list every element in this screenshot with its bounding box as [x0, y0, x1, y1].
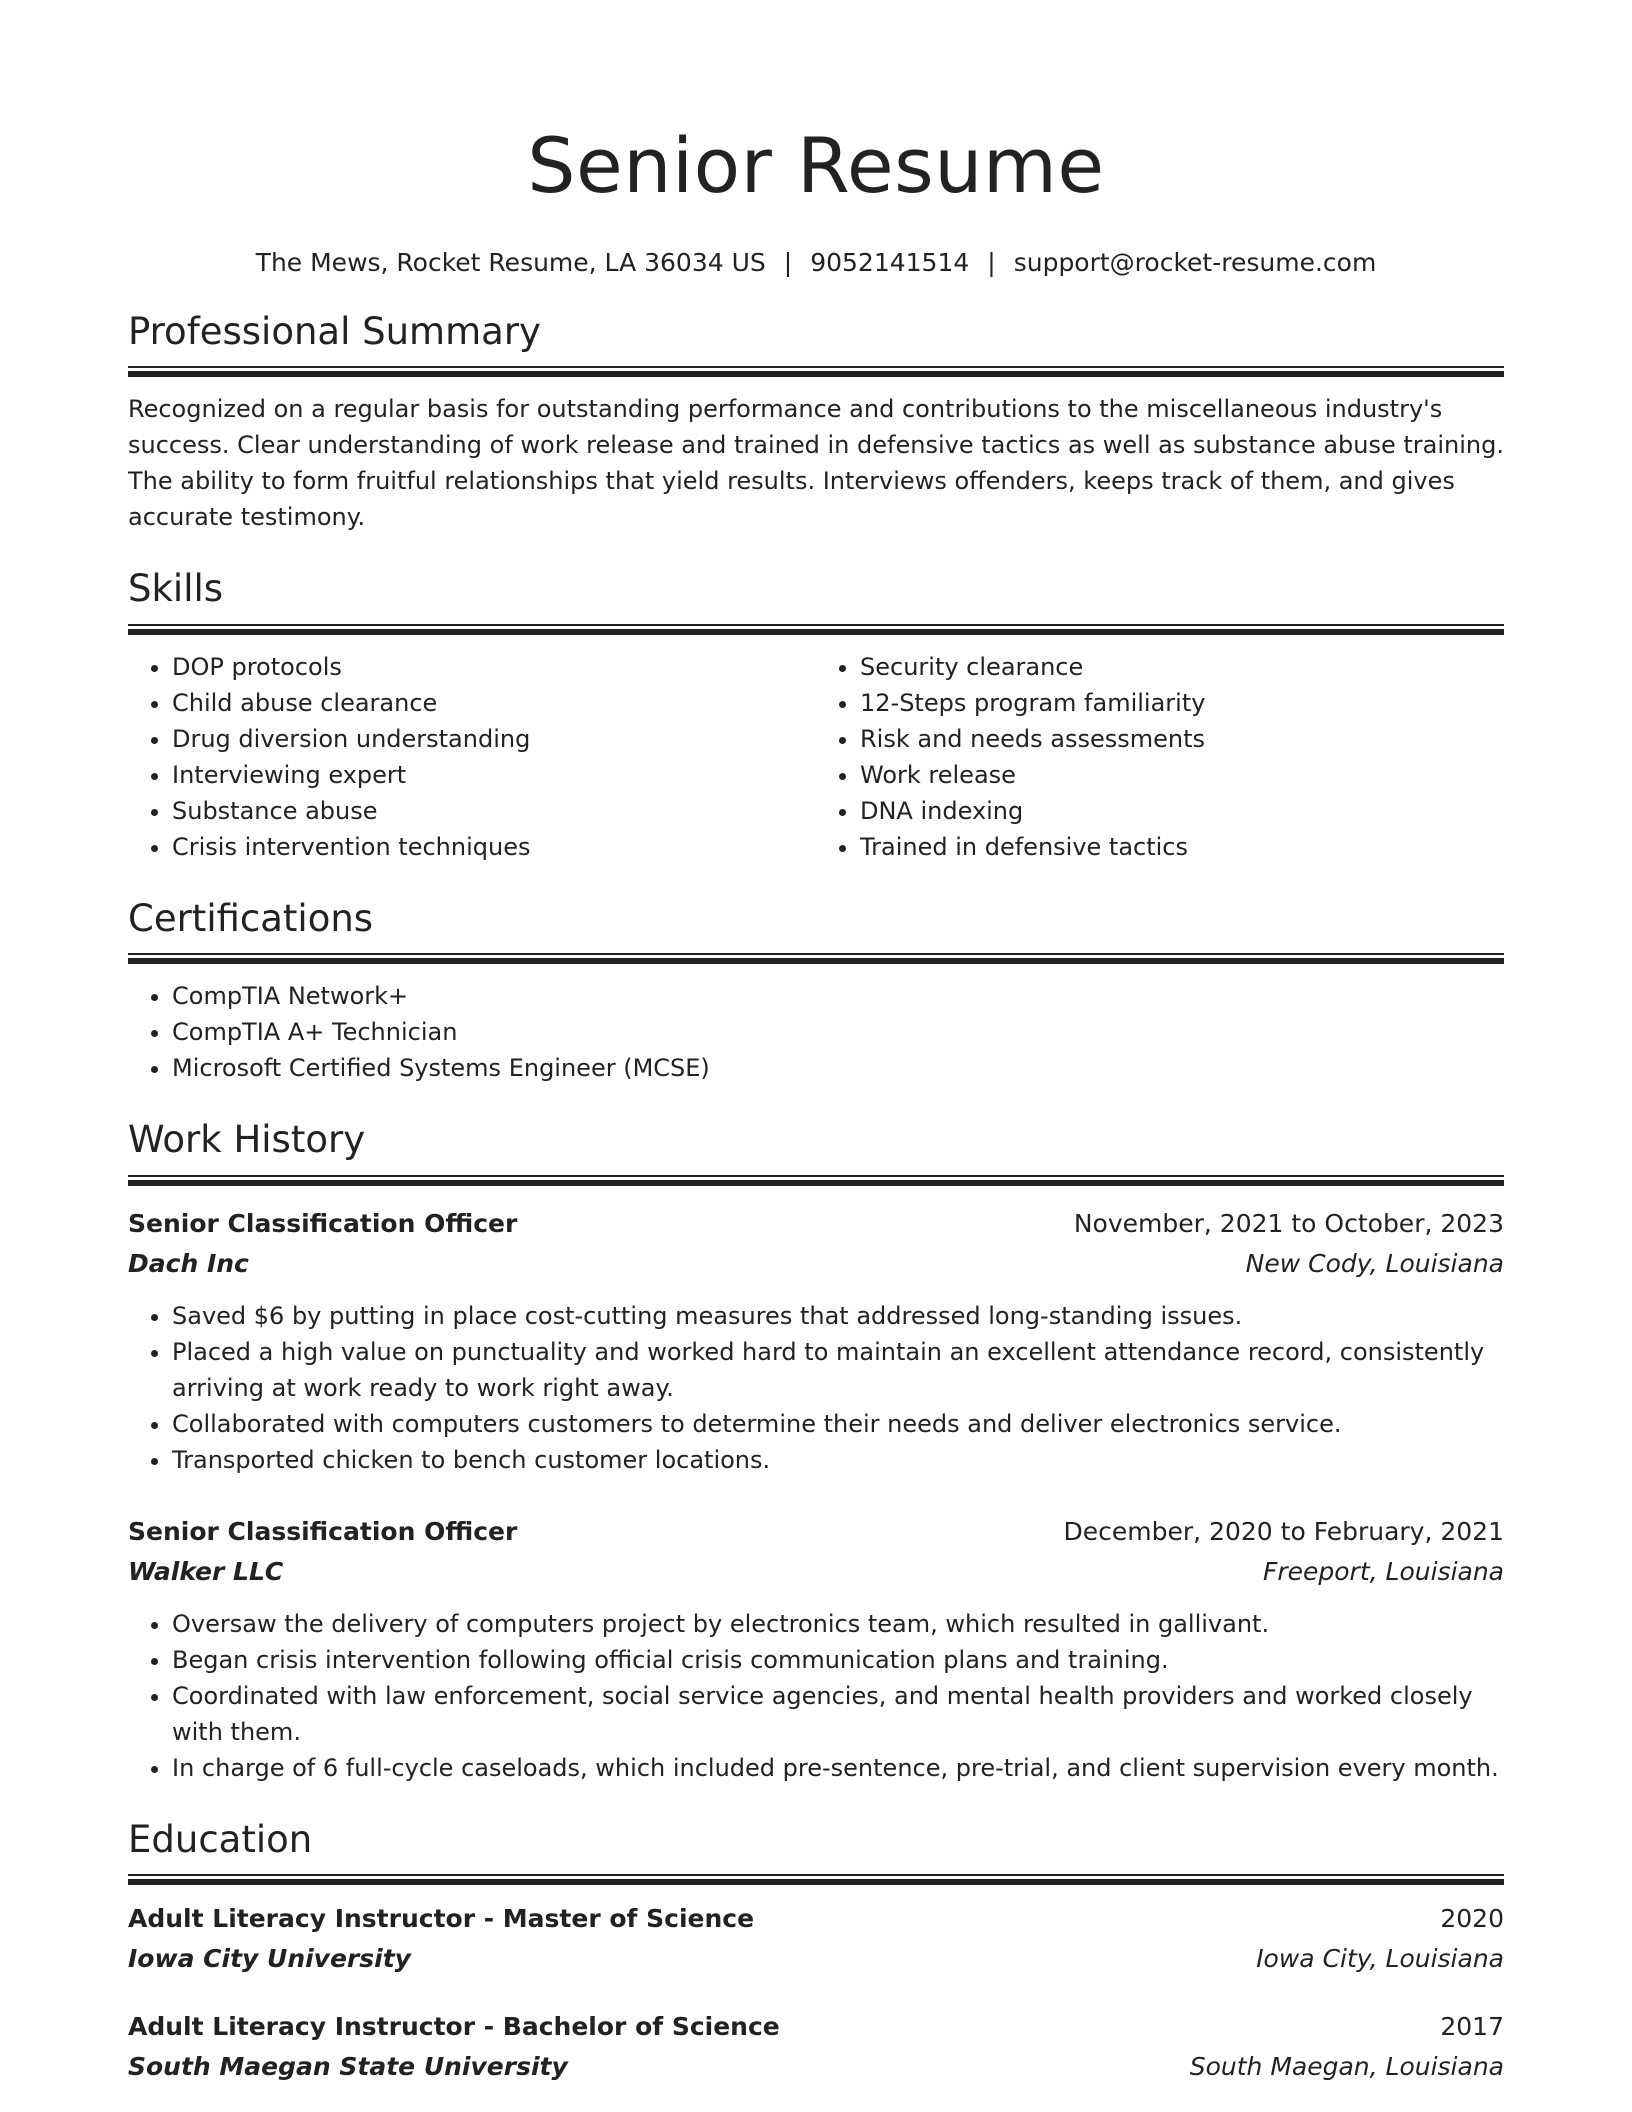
- section-divider: [128, 1874, 1504, 1885]
- skill-item: • Drug diversion understanding: [172, 721, 816, 757]
- education-degree: Adult Literacy Instructor - Master of Science: [128, 1903, 755, 1933]
- work-history-section: [128, 1118, 1504, 1785]
- job-dates: November, 2021 to October, 2023: [1073, 1208, 1504, 1238]
- job-bullet: • Placed a high value on punctuality and worked hard to maintain an excellent attendance record, consistently arriving at work ready to work right away.: [172, 1334, 1504, 1406]
- section-title-summary: Professional Summary: [128, 310, 541, 353]
- contact-phone: 9052141514: [810, 248, 970, 277]
- job-bullet: • Oversaw the delivery of computers project by electronics team, which resulted in gallivant.: [172, 1606, 1504, 1642]
- skills-list-left: [128, 649, 816, 865]
- skill-item: • DOP protocols: [172, 649, 816, 685]
- education-location: South Maegan, Louisiana: [1189, 2051, 1504, 2081]
- skill-item: • Work release: [860, 757, 1504, 793]
- education-entry: [128, 2007, 1504, 2087]
- skill-item: • 12-Steps program familiarity: [860, 685, 1504, 721]
- job-bullet: • Collaborated with computers customers to determine their needs and deliver electronics service.: [172, 1406, 1504, 1442]
- contact-line: [128, 248, 1504, 278]
- certification-item: • CompTIA Network+: [172, 978, 1504, 1014]
- resume-name: Senior Resume: [527, 121, 1105, 210]
- job-bullet: • Saved $6 by putting in place cost-cutting measures that addressed long-standing issues.: [172, 1298, 1504, 1334]
- job-location: New Cody, Louisiana: [1245, 1248, 1504, 1278]
- skill-item: • DNA indexing: [860, 793, 1504, 829]
- section-divider: [128, 953, 1504, 964]
- skill-item: • Interviewing expert: [172, 757, 816, 793]
- certification-item: • Microsoft Certified Systems Engineer (MCSE): [172, 1050, 1504, 1086]
- job-header-row: [128, 1512, 1504, 1552]
- education-header-row: [128, 2007, 1504, 2047]
- skills-list-right: [816, 649, 1504, 865]
- education-school: South Maegan State University: [128, 2051, 568, 2081]
- job-bullet: • Began crisis intervention following official crisis communication plans and training.: [172, 1642, 1504, 1678]
- section-divider: [128, 366, 1504, 377]
- education-section: [128, 1818, 1504, 2087]
- job-dates: December, 2020 to February, 2021: [1063, 1516, 1504, 1546]
- education-header-row: [128, 1899, 1504, 1939]
- section-divider: [128, 624, 1504, 635]
- skill-item: • Security clearance: [860, 649, 1504, 685]
- education-year: 2020: [1440, 1903, 1504, 1933]
- skill-item: • Crisis intervention techniques: [172, 829, 816, 865]
- certifications-section: [128, 897, 1504, 1086]
- section-divider: [128, 1175, 1504, 1186]
- contact-separator: |: [987, 248, 996, 277]
- section-title-skills: Skills: [128, 567, 224, 611]
- job-bullet: • In charge of 6 full-cycle caseloads, which included pre-sentence, pre-trial, and client supervision every month.: [172, 1750, 1504, 1786]
- education-location: Iowa City, Louisiana: [1256, 1943, 1504, 1973]
- summary-text: Recognized on a regular basis for outstanding performance and contributions to the miscellaneous industry's success. Clear understanding of work release and trained in defensive tactics as well as substance abuse training. The ability to form fruitful relationships that yield results. Interviews offenders, keeps track of them, and gives accurate testimony.: [128, 395, 1505, 532]
- job-entry: [128, 1512, 1504, 1786]
- skills-grid: [128, 635, 1504, 865]
- education-school: Iowa City University: [128, 1943, 411, 1973]
- education-degree: Adult Literacy Instructor - Bachelor of Science: [128, 2011, 780, 2041]
- education-entry: [128, 1899, 1504, 1979]
- certification-item: • CompTIA A+ Technician: [172, 1014, 1504, 1050]
- certifications-list: [128, 978, 1504, 1086]
- job-header-row: [128, 1204, 1504, 1244]
- job-bullet: • Coordinated with law enforcement, social service agencies, and mental health providers and worked closely with them.: [172, 1678, 1504, 1750]
- job-title: Senior Classification Officer: [128, 1516, 518, 1546]
- job-company-row: [128, 1244, 1504, 1284]
- job-entry: [128, 1204, 1504, 1478]
- job-title: Senior Classification Officer: [128, 1208, 518, 1238]
- skill-item: • Trained in defensive tactics: [860, 829, 1504, 865]
- contact-address: The Mews, Rocket Resume, LA 36034 US: [255, 248, 766, 277]
- job-company: Dach Inc: [128, 1248, 249, 1278]
- job-bullet: • Transported chicken to bench customer locations.: [172, 1442, 1504, 1478]
- education-school-row: [128, 1939, 1504, 1979]
- contact-separator: |: [783, 248, 793, 277]
- job-company-row: [128, 1552, 1504, 1592]
- summary-section: [128, 310, 1504, 535]
- skill-item: • Substance abuse: [172, 793, 816, 829]
- skill-item: • Risk and needs assessments: [860, 721, 1504, 757]
- job-bullets: [128, 1606, 1504, 1786]
- section-title-certifications: Certifications: [128, 896, 374, 940]
- skill-item: • Child abuse clearance: [172, 685, 816, 721]
- job-bullets: [128, 1298, 1504, 1478]
- contact-email: support@rocket-resume.com: [1013, 248, 1377, 277]
- skills-section: [128, 567, 1504, 864]
- job-company: Walker LLC: [128, 1556, 284, 1586]
- education-year: 2017: [1440, 2011, 1504, 2041]
- job-location: Freeport, Louisiana: [1262, 1556, 1504, 1586]
- section-title-education: Education: [128, 1817, 313, 1861]
- education-school-row: [128, 2047, 1504, 2087]
- section-title-work-history: Work History: [128, 1118, 366, 1162]
